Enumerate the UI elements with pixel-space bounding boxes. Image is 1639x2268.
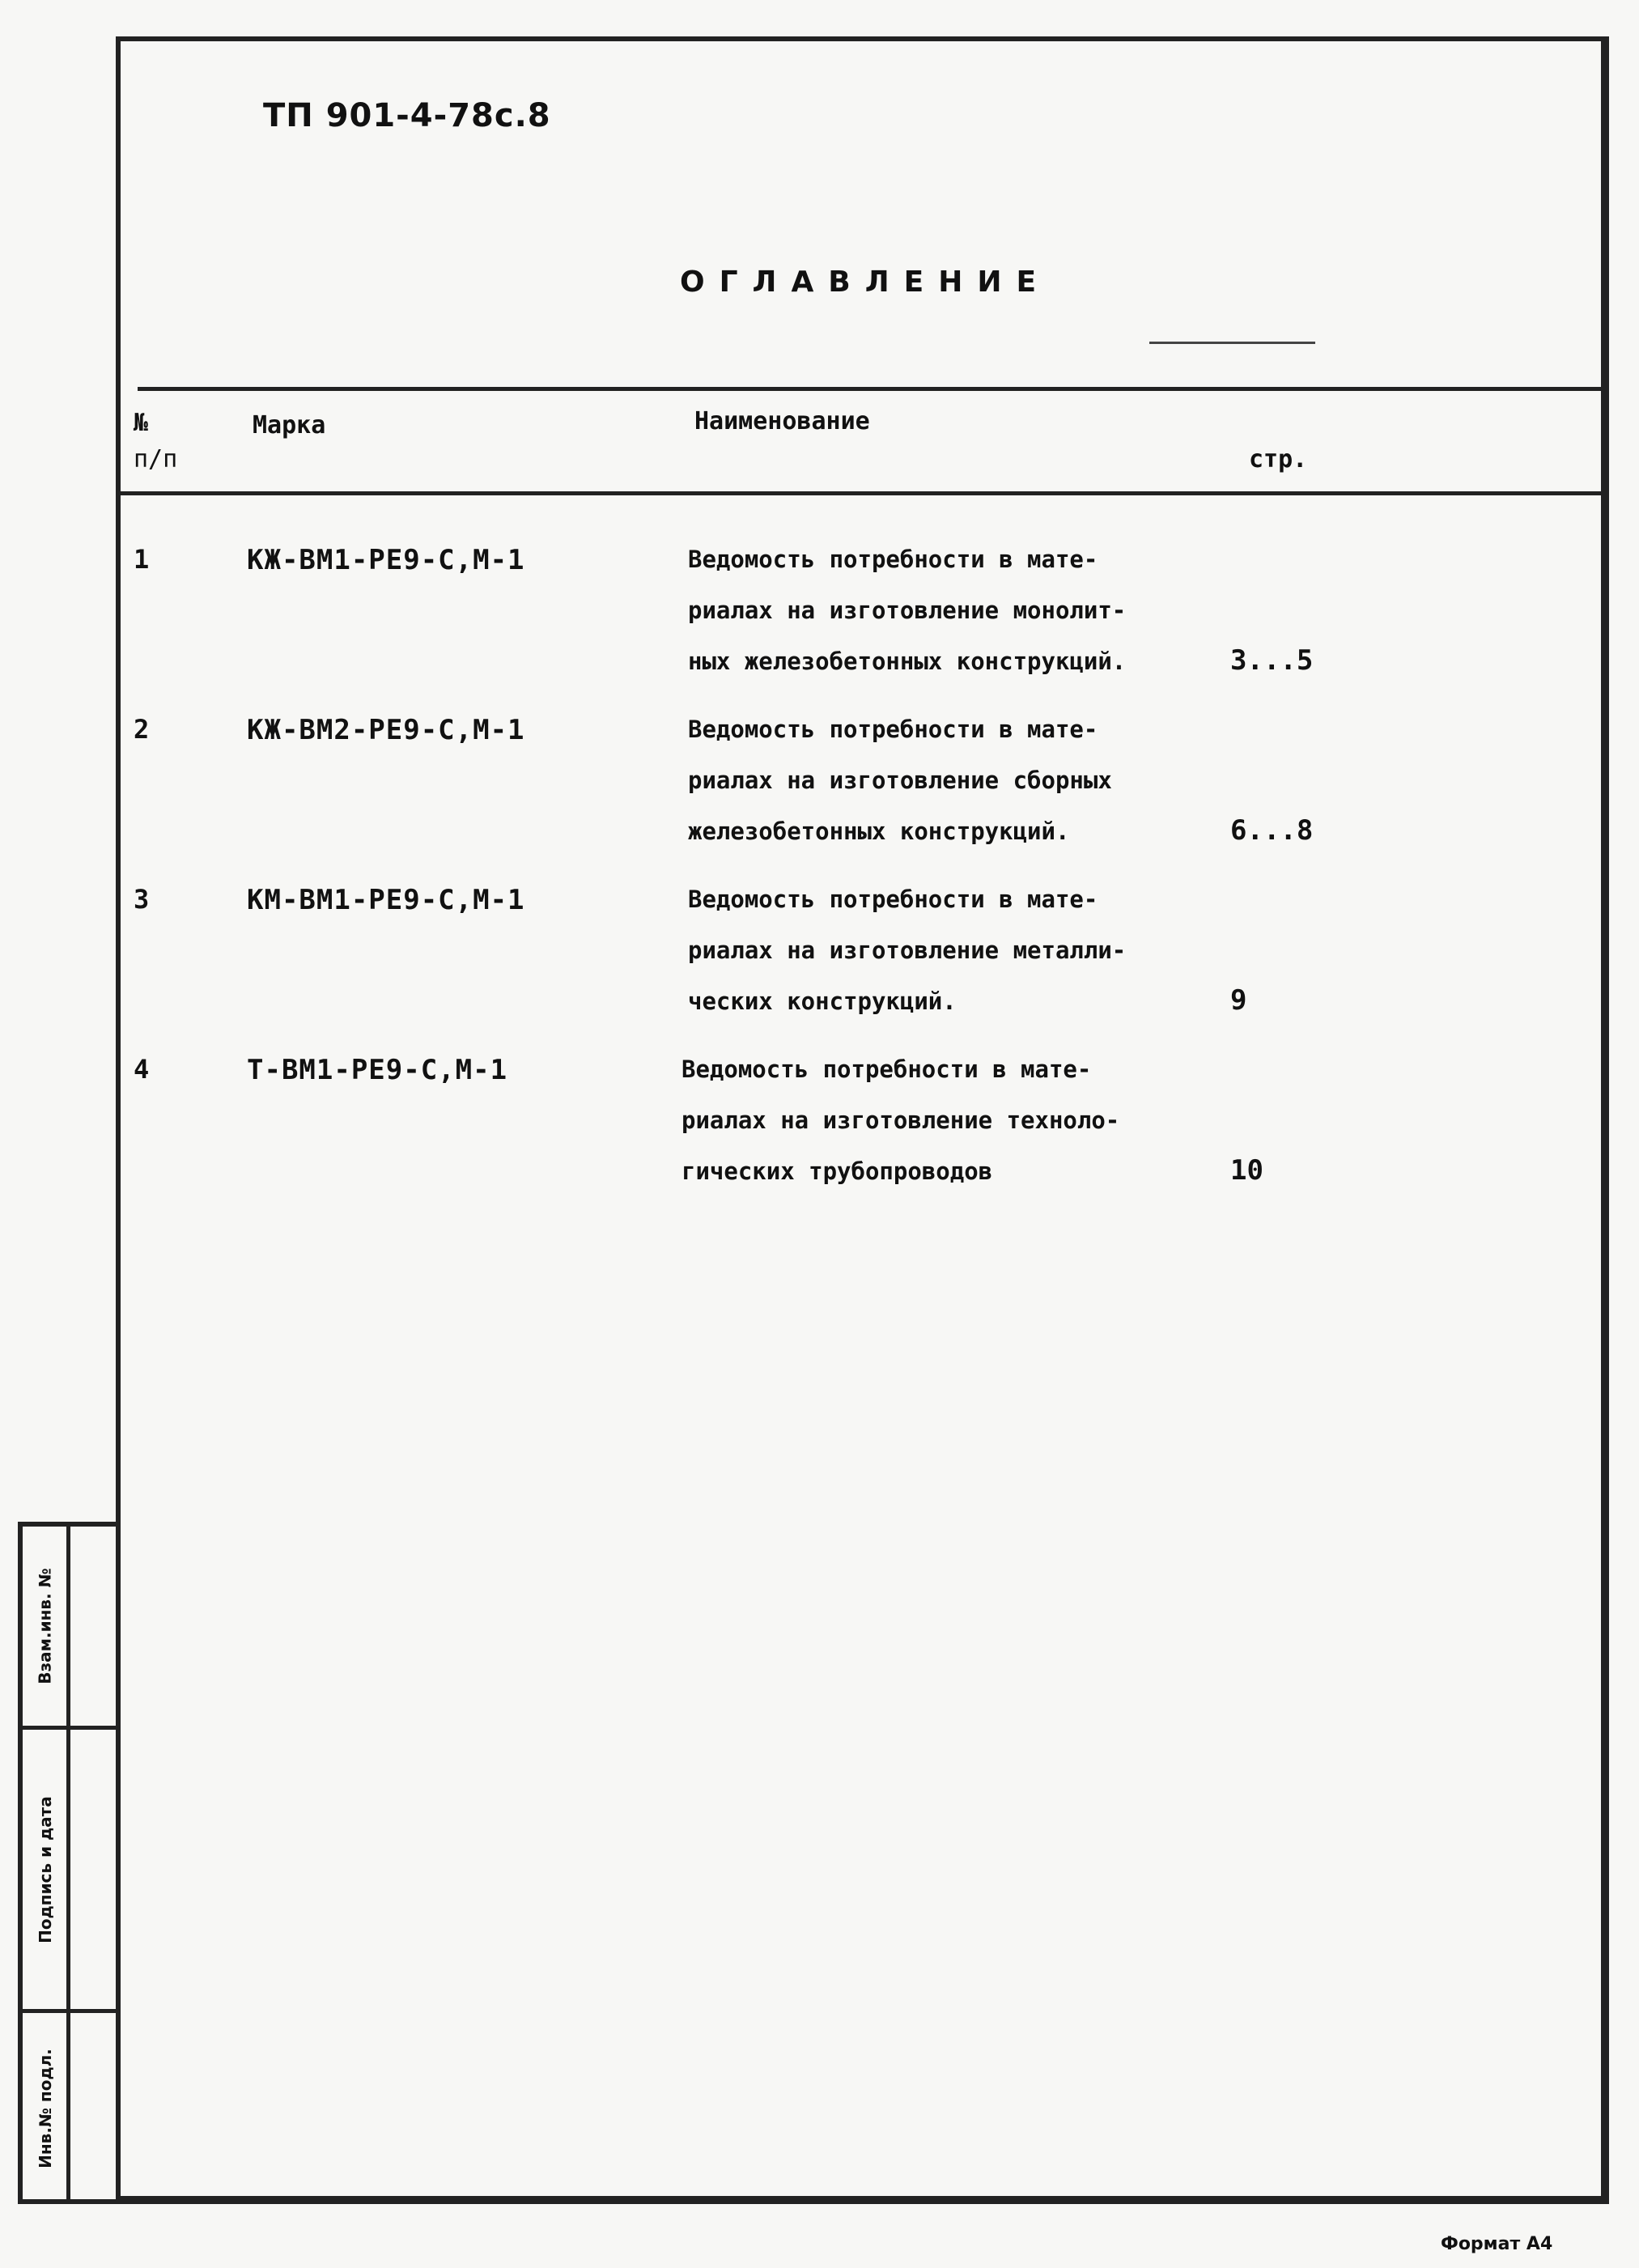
column-header-name: Наименование <box>694 407 870 435</box>
column-header-mark: Марка <box>253 411 326 440</box>
table-row-name: Ведомость потребности в мате- риалах на изготовление сборных железобетонных конструкций. <box>688 716 1112 845</box>
table-row-num: 3 <box>134 884 150 915</box>
format-label: Формат А4 <box>1441 2234 1553 2254</box>
side-stamp <box>18 1522 121 2204</box>
column-header-num: № <box>134 409 149 437</box>
table-row-page: 10 <box>1230 1154 1263 1187</box>
column-header-num-sub: п/п <box>134 445 178 474</box>
table-row-mark: КЖ-ВМ2-РЕ9-С,М-1 <box>247 714 525 746</box>
stamp-cell-label: Подпись и дата <box>36 1795 56 1943</box>
table-row-page: 6...8 <box>1230 814 1314 847</box>
table-row-mark: Т-ВМ1-РЕ9-С,М-1 <box>247 1054 508 1086</box>
title-underline <box>1149 342 1315 344</box>
table-row-num: 1 <box>134 544 150 575</box>
table-top-rule <box>138 387 1601 391</box>
table-row-mark: КМ-ВМ1-РЕ9-С,М-1 <box>247 884 525 916</box>
page-title: ОГЛАВЛЕНИЕ <box>680 265 1051 299</box>
table-row-mark: КЖ-ВМ1-РЕ9-С,М-1 <box>247 544 525 576</box>
table-header-rule <box>121 491 1601 495</box>
stamp-cell-label: Инв.№ подл. <box>36 2049 56 2168</box>
document-code: ТП 901-4-78с.8 <box>263 97 551 134</box>
stamp-divider <box>66 1527 70 2199</box>
table-row-name: Ведомость потребности в мате- риалах на изготовление техноло- гических трубопроводов <box>682 1055 1120 1185</box>
table-row-num: 2 <box>134 714 150 745</box>
table-row-name: Ведомость потребности в мате- риалах на изготовление металли- ческих конструкций. <box>688 886 1127 1015</box>
column-header-page: стр. <box>1249 445 1308 474</box>
table-row-page: 9 <box>1230 984 1247 1017</box>
table-row-num: 4 <box>134 1054 150 1085</box>
stamp-cell-label: Взам.инв. № <box>36 1568 56 1684</box>
table-row-page: 3...5 <box>1230 644 1314 677</box>
table-row-name: Ведомость потребности в мате- риалах на изготовление монолит- ных железобетонных конструкций. <box>688 546 1127 675</box>
